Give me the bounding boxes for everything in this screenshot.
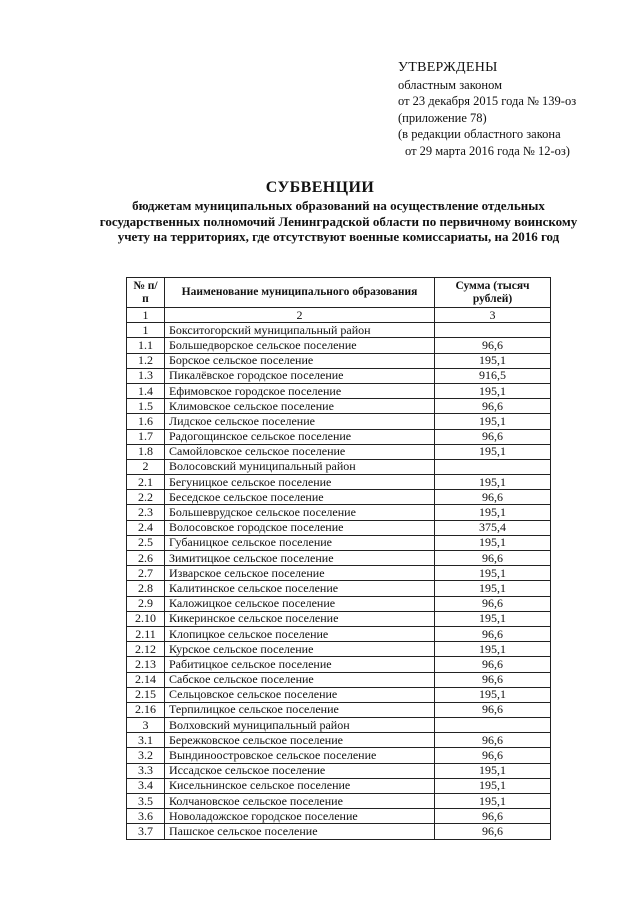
row-number: 2 xyxy=(127,459,165,474)
row-number: 2.10 xyxy=(127,611,165,626)
row-sum: 195,1 xyxy=(435,414,551,429)
row-name: Сабское сельское поселение xyxy=(165,672,435,687)
row-sum: 96,6 xyxy=(435,626,551,641)
row-sum xyxy=(435,718,551,733)
row-number: 1.8 xyxy=(127,444,165,459)
approval-edition-line: (в редакции областного закона xyxy=(398,127,561,141)
row-name: Иссадское сельское поселение xyxy=(165,763,435,778)
row-sum: 195,1 xyxy=(435,353,551,368)
row-sum: 195,1 xyxy=(435,383,551,398)
table-row xyxy=(127,642,551,657)
table-row xyxy=(127,490,551,505)
row-sum: 96,6 xyxy=(435,809,551,824)
table-row xyxy=(127,778,551,793)
table-row xyxy=(127,323,551,338)
row-number: 3.4 xyxy=(127,778,165,793)
table-row xyxy=(127,687,551,702)
row-sum: 195,1 xyxy=(435,535,551,550)
row-name: Колчановское сельское поселение xyxy=(165,794,435,809)
row-number: 1.6 xyxy=(127,414,165,429)
table-row xyxy=(127,581,551,596)
header-name: Наименование муниципального образования xyxy=(165,278,435,308)
row-name: Ефимовское городское поселение xyxy=(165,383,435,398)
table-row xyxy=(127,429,551,444)
table-row xyxy=(127,748,551,763)
table-row xyxy=(127,535,551,550)
row-name: Кикеринское сельское поселение xyxy=(165,611,435,626)
row-sum xyxy=(435,459,551,474)
row-number: 1.3 xyxy=(127,368,165,383)
row-number: 2.12 xyxy=(127,642,165,657)
row-name: Большедворское сельское поселение xyxy=(165,338,435,353)
approval-heading: УТВЕРЖДЕНЫ xyxy=(398,60,498,75)
row-number: 2.14 xyxy=(127,672,165,687)
row-name: Бережковское сельское поселение xyxy=(165,733,435,748)
approval-date-line: от 23 декабря 2015 года № 139-оз xyxy=(398,94,577,108)
row-sum: 195,1 xyxy=(435,444,551,459)
row-number: 3.5 xyxy=(127,794,165,809)
row-name: Самойловское сельское поселение xyxy=(165,444,435,459)
row-sum: 96,6 xyxy=(435,748,551,763)
row-name: Бокситогорский муниципальный район xyxy=(165,323,435,338)
row-number: 1.5 xyxy=(127,399,165,414)
table-row xyxy=(127,459,551,474)
row-name: Климовское сельское поселение xyxy=(165,399,435,414)
row-sum: 96,6 xyxy=(435,657,551,672)
row-name: Курское сельское поселение xyxy=(165,642,435,657)
row-name: Бегуницкое сельское поселение xyxy=(165,475,435,490)
row-number: 2.13 xyxy=(127,657,165,672)
row-name: Каложицкое сельское поселение xyxy=(165,596,435,611)
row-number: 1.7 xyxy=(127,429,165,444)
table-row xyxy=(127,353,551,368)
row-name: Радогощинское сельское поселение xyxy=(165,429,435,444)
row-sum: 375,4 xyxy=(435,520,551,535)
row-name: Большеврудское сельское поселение xyxy=(165,505,435,520)
header-number: № п/п xyxy=(127,278,165,308)
table-row xyxy=(127,824,551,839)
row-sum: 195,1 xyxy=(435,475,551,490)
row-number: 2.9 xyxy=(127,596,165,611)
row-sum xyxy=(435,323,551,338)
table-row xyxy=(127,551,551,566)
table-row xyxy=(127,414,551,429)
row-sum: 96,6 xyxy=(435,596,551,611)
row-sum: 195,1 xyxy=(435,763,551,778)
row-name: Борское сельское поселение xyxy=(165,353,435,368)
row-sum: 195,1 xyxy=(435,505,551,520)
table-row xyxy=(127,672,551,687)
row-number: 3.2 xyxy=(127,748,165,763)
table-row xyxy=(127,809,551,824)
table-row xyxy=(127,520,551,535)
row-name: Вындиноостровское сельское поселение xyxy=(165,748,435,763)
row-name: Волосовское городское поселение xyxy=(165,520,435,535)
row-sum: 96,6 xyxy=(435,551,551,566)
header-sum: Сумма (тысяч рублей) xyxy=(435,278,551,308)
row-number: 3.6 xyxy=(127,809,165,824)
row-number: 2.7 xyxy=(127,566,165,581)
row-number: 1 xyxy=(127,323,165,338)
row-number: 2.8 xyxy=(127,581,165,596)
row-number: 2.2 xyxy=(127,490,165,505)
row-number: 3 xyxy=(127,718,165,733)
row-sum: 195,1 xyxy=(435,687,551,702)
row-name: Калитинское сельское поселение xyxy=(165,581,435,596)
table-row xyxy=(127,596,551,611)
subsidies-table xyxy=(126,277,551,840)
table-row xyxy=(127,505,551,520)
table-row xyxy=(127,763,551,778)
table-row xyxy=(127,626,551,641)
row-name: Волосовский муниципальный район xyxy=(165,459,435,474)
column-number-row xyxy=(127,308,551,323)
row-number: 2.5 xyxy=(127,535,165,550)
row-number: 3.1 xyxy=(127,733,165,748)
row-name: Лидское сельское поселение xyxy=(165,414,435,429)
table-row xyxy=(127,702,551,717)
table-row xyxy=(127,475,551,490)
row-number: 1.1 xyxy=(127,338,165,353)
row-number: 2.11 xyxy=(127,626,165,641)
row-sum: 96,6 xyxy=(435,429,551,444)
row-name: Новоладожское городское поселение xyxy=(165,809,435,824)
row-sum: 916,5 xyxy=(435,368,551,383)
approval-appendix-line: (приложение 78) xyxy=(398,110,487,125)
row-sum: 195,1 xyxy=(435,642,551,657)
row-number: 2.6 xyxy=(127,551,165,566)
row-sum: 195,1 xyxy=(435,581,551,596)
row-number: 2.15 xyxy=(127,687,165,702)
table-body xyxy=(127,323,551,839)
row-name: Беседское сельское поселение xyxy=(165,490,435,505)
table-row xyxy=(127,383,551,398)
row-name: Волховский муниципальный район xyxy=(165,718,435,733)
row-name: Губаницкое сельское поселение xyxy=(165,535,435,550)
row-sum: 96,6 xyxy=(435,824,551,839)
row-number: 2.3 xyxy=(127,505,165,520)
table-row xyxy=(127,444,551,459)
row-name: Изварское сельское поселение xyxy=(165,566,435,581)
table-row xyxy=(127,718,551,733)
row-name: Сельцовское сельское поселение xyxy=(165,687,435,702)
table-row xyxy=(127,733,551,748)
row-name: Клопицкое сельское поселение xyxy=(165,626,435,641)
row-number: 2.4 xyxy=(127,520,165,535)
row-number: 3.7 xyxy=(127,824,165,839)
column-number: 3 xyxy=(435,308,551,323)
row-name: Пашское сельское поселение xyxy=(165,824,435,839)
table-row xyxy=(127,338,551,353)
row-sum: 96,6 xyxy=(435,702,551,717)
row-sum: 195,1 xyxy=(435,611,551,626)
row-name: Терпилицкое сельское поселение xyxy=(165,702,435,717)
row-sum: 96,6 xyxy=(435,733,551,748)
column-number: 1 xyxy=(127,308,165,323)
document-subtitle: бюджетам муниципальных образований на осуществление отдельных государственных полномочий Ленинградской области по первичному воинскому учету на территориях, где отсутствуют военные комиссариаты, на 2016 год xyxy=(99,198,578,244)
row-number: 2.1 xyxy=(127,475,165,490)
row-sum: 195,1 xyxy=(435,778,551,793)
approval-block xyxy=(398,60,630,159)
row-name: Зимитицкое сельское поселение xyxy=(165,551,435,566)
row-sum: 195,1 xyxy=(435,566,551,581)
approval-edition-date-line: от 29 марта 2016 года № 12-оз) xyxy=(405,143,570,158)
table-row xyxy=(127,657,551,672)
approval-law-line: областным законом xyxy=(398,77,503,92)
row-number: 1.4 xyxy=(127,383,165,398)
row-number: 3.3 xyxy=(127,763,165,778)
column-number: 2 xyxy=(165,308,435,323)
row-sum: 96,6 xyxy=(435,338,551,353)
row-sum: 96,6 xyxy=(435,490,551,505)
row-name: Рабитицкое сельское поселение xyxy=(165,657,435,672)
table-row xyxy=(127,368,551,383)
row-name: Пикалёвское городское поселение xyxy=(165,368,435,383)
row-name: Кисельнинское сельское поселение xyxy=(165,778,435,793)
row-sum: 96,6 xyxy=(435,672,551,687)
table-header-row xyxy=(127,278,551,308)
document-title: СУБВЕНЦИИ xyxy=(265,179,375,196)
row-sum: 96,6 xyxy=(435,399,551,414)
table-row xyxy=(127,566,551,581)
row-number: 2.16 xyxy=(127,702,165,717)
table-row xyxy=(127,794,551,809)
table-row xyxy=(127,399,551,414)
table-row xyxy=(127,611,551,626)
row-sum: 195,1 xyxy=(435,794,551,809)
row-number: 1.2 xyxy=(127,353,165,368)
